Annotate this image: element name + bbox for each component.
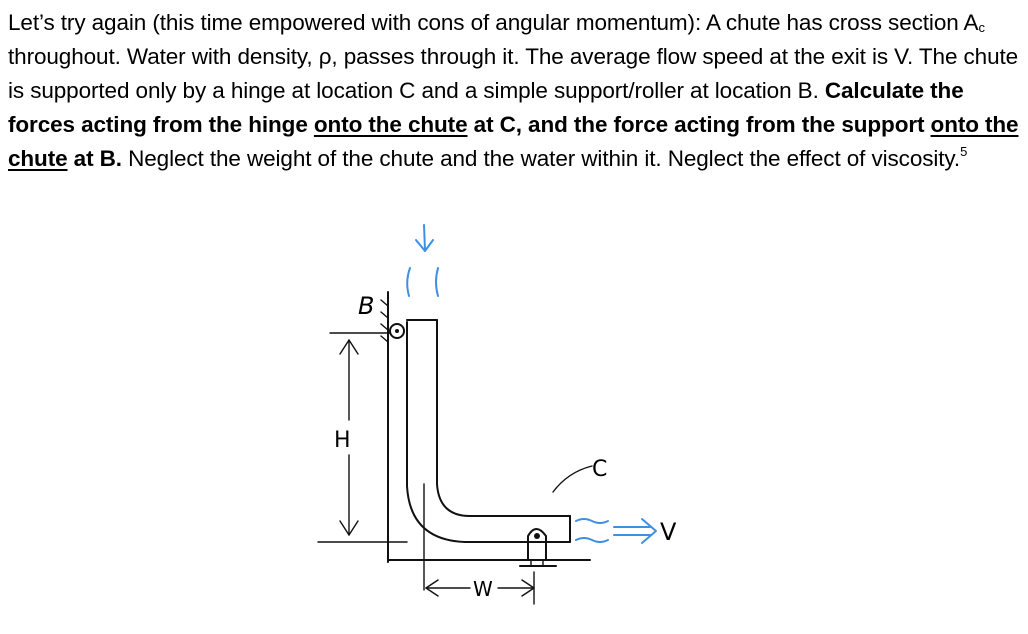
- task-part-2: at C, and the force acting from the support: [467, 112, 931, 137]
- label-v: V: [660, 518, 677, 546]
- roller-support-b: [358, 292, 404, 345]
- problem-assumptions: Neglect the weight of the chute and the water within it. Neglect the effect of viscosity.: [121, 146, 961, 171]
- hinge-c: [520, 457, 607, 566]
- footnote-marker: 5: [960, 144, 968, 159]
- outflow-streamlines: [576, 519, 608, 542]
- area-subscript: c: [978, 20, 985, 35]
- label-h: H: [334, 428, 351, 453]
- label-b: B: [358, 292, 375, 320]
- task-part-3: at B.: [67, 146, 122, 171]
- label-c: C: [592, 457, 608, 482]
- chute-outer-wall: [407, 322, 570, 542]
- inflow-arrow: [416, 225, 433, 251]
- outflow-arrow: [614, 519, 656, 543]
- task-part-1: Calculate the forces acting from the hinge: [8, 78, 964, 137]
- task-emphasis-1: onto the chute: [313, 112, 468, 137]
- dimension-h: [334, 340, 358, 535]
- problem-setup: throughout. Water with density, ρ, passes through it. The average flow speed at the exit is V. The chute is supported only by a hinge at location C and a simple support/roller at location B.: [8, 44, 1019, 103]
- dimension-w: [426, 572, 534, 604]
- task-emphasis-2: onto the chute: [8, 112, 1019, 171]
- label-w: W: [473, 577, 493, 601]
- chute-inner-wall: [437, 320, 570, 516]
- problem-intro: Let’s try again (this time empowered with cons of angular momentum): A chute has cross section A: [8, 10, 979, 35]
- inflow-streamlines: [407, 268, 438, 296]
